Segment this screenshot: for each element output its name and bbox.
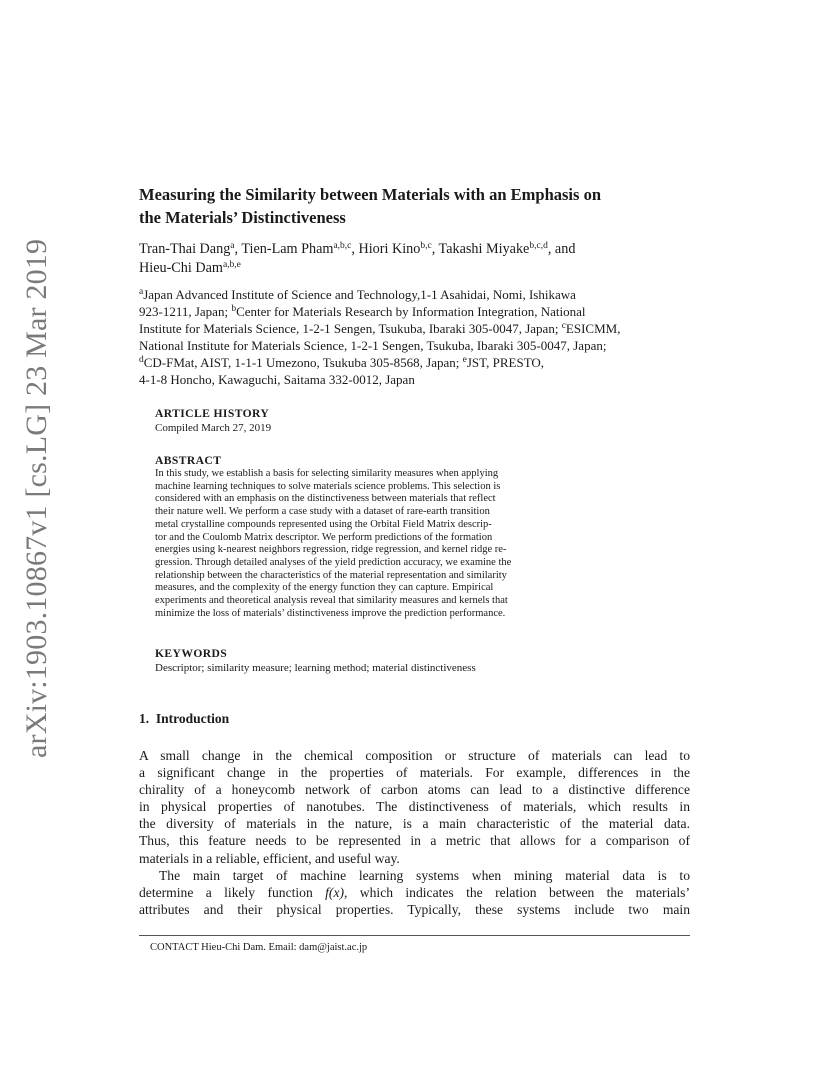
author-name: Tran-Thai Dang	[139, 241, 231, 257]
body-line: chirality of a honeycomb network of carbon atoms can lead to a distinctive difference	[139, 782, 690, 798]
author-affil-sup: b,c	[420, 241, 432, 251]
abstract-line: metal crystalline compounds represented using the Orbital Field Matrix descrip-	[155, 518, 492, 530]
body-line: attributes and their physical properties. Typically, these systems include two main	[139, 901, 690, 917]
keywords-text: Descriptor; similarity measure; learning method; material distinctiveness	[155, 662, 476, 674]
title-line: the Materials’ Distinctiveness	[139, 208, 346, 227]
author-name: Hieu-Chi Dam	[139, 260, 223, 276]
author-list: Tran-Thai Dang$^a$, Tien-Lam Pham$^{a,b,c}$, Hiori Kino$^{b,c}$, Takashi Miyake$^{b,c,d}$, and Hieu-Chi Dam$^{a,b,e}$	[139, 241, 576, 276]
abstract-line: energies using k-nearest neighbors regression, ridge regression, and kernel ridge re-	[155, 544, 507, 556]
abstract-line: relationship between the characteristics of the material representation and similarity	[155, 569, 507, 581]
author-name: Takashi Miyake	[438, 241, 530, 257]
author-affil-sup: b,c,d	[529, 241, 548, 251]
body-line: The main target of machine learning systems when mining material data is to	[159, 867, 690, 883]
author-name: Hiori Kino	[358, 241, 421, 257]
title-line: Measuring the Similarity between Materials with an Emphasis on	[139, 185, 601, 204]
body-text	[139, 747, 690, 918]
abstract-line: In this study, we establish a basis for selecting similarity measures when applying	[155, 468, 499, 479]
keywords-heading: KEYWORDS	[155, 647, 228, 660]
body-line: the diversity of materials in the nature, is a main characteristic of the material data.	[139, 816, 690, 832]
body-line: a significant change in the properties of materials. For example, differences in the	[139, 765, 690, 781]
abstract-line: gression. Through detailed analyses of the yield prediction accuracy, we examine the	[155, 556, 512, 568]
section-heading	[139, 711, 229, 727]
abstract-line: minimize the loss of materials’ distinctiveness improve the prediction performance.	[155, 607, 506, 619]
author-affil-sup: a,b,c	[333, 241, 352, 251]
math-fx: f(x)	[325, 884, 345, 900]
body-line: A small change in the chemical composition or structure of materials can lead to	[139, 748, 690, 763]
abstract	[155, 453, 613, 620]
contact-footnote: CONTACT Hieu-Chi Dam. Email: dam@jaist.ac.jp	[150, 942, 368, 953]
compiled-date: Compiled March 27, 2019	[155, 422, 272, 434]
abstract-line: their nature well. We perform a case study with a dataset of rare-earth transition	[155, 506, 490, 518]
arxiv-stamp: arXiv:1903.10867v1 [cs.LG] 23 Mar 2019	[20, 238, 53, 758]
article-history-heading: ARTICLE HISTORY	[155, 407, 270, 420]
keywords	[155, 646, 613, 675]
affiliations: $^a$Japan Advanced Institute of Science and Technology,1-1 Asahidai, Nomi, Ishikawa 923-1211, Japan; $^b$Center for Materials Research by Information Integration, National Institute for Materials Science, 1-2-1 Sengen, Tsukuba, Ibaraki 305-0047, Japan; $^c$ESICMM, National Institute for Materials Science, 1-2-1 Sengen, Tsukuba, Ibaraki 305-0047, Japan; $^d$CD-FMat, AIST, 1-1-1 Umezono, Tsukuba 305-8568, Japan; $^e$JST, PRESTO, 4-1-8 Honcho, Kawaguchi, Saitama 332-0012, Japan	[139, 287, 621, 387]
author-name: Tien-Lam Pham	[241, 241, 334, 257]
footnote-rule	[139, 935, 690, 936]
paper-title	[139, 183, 699, 229]
section-number: 1.	[139, 711, 150, 726]
body-line: Thus, this feature needs to be represented in a metric that allows for a comparison of	[139, 833, 690, 849]
abstract-line: measures, and the complexity of the energy function they can capture. Empirical	[155, 582, 494, 594]
abstract-line: experiments and theoretical analysis reveal that similarity measures and kernels that	[155, 595, 508, 607]
abstract-heading: ABSTRACT	[155, 454, 222, 467]
body-line: in physical properties of nanotubes. The distinctiveness of materials, which results in	[139, 799, 690, 815]
author-affil-sup: a	[230, 241, 235, 251]
abstract-line: machine learning techniques to solve materials science problems. This selection is	[155, 480, 501, 492]
body-line: materials in a reliable, efficient, and useful way.	[139, 850, 400, 866]
abstract-line: tor and the Coulomb Matrix descriptor. We perform predictions of the formation	[155, 531, 493, 543]
article-history	[155, 406, 613, 435]
author-affil-sup: a,b,e	[222, 260, 241, 270]
body-line: determine a likely function f(x), which indicates the relation between the materials’	[139, 884, 690, 900]
abstract-line: considered with an emphasis on the distinctiveness between materials that reflect	[155, 493, 496, 505]
section-title: Introduction	[155, 711, 230, 726]
